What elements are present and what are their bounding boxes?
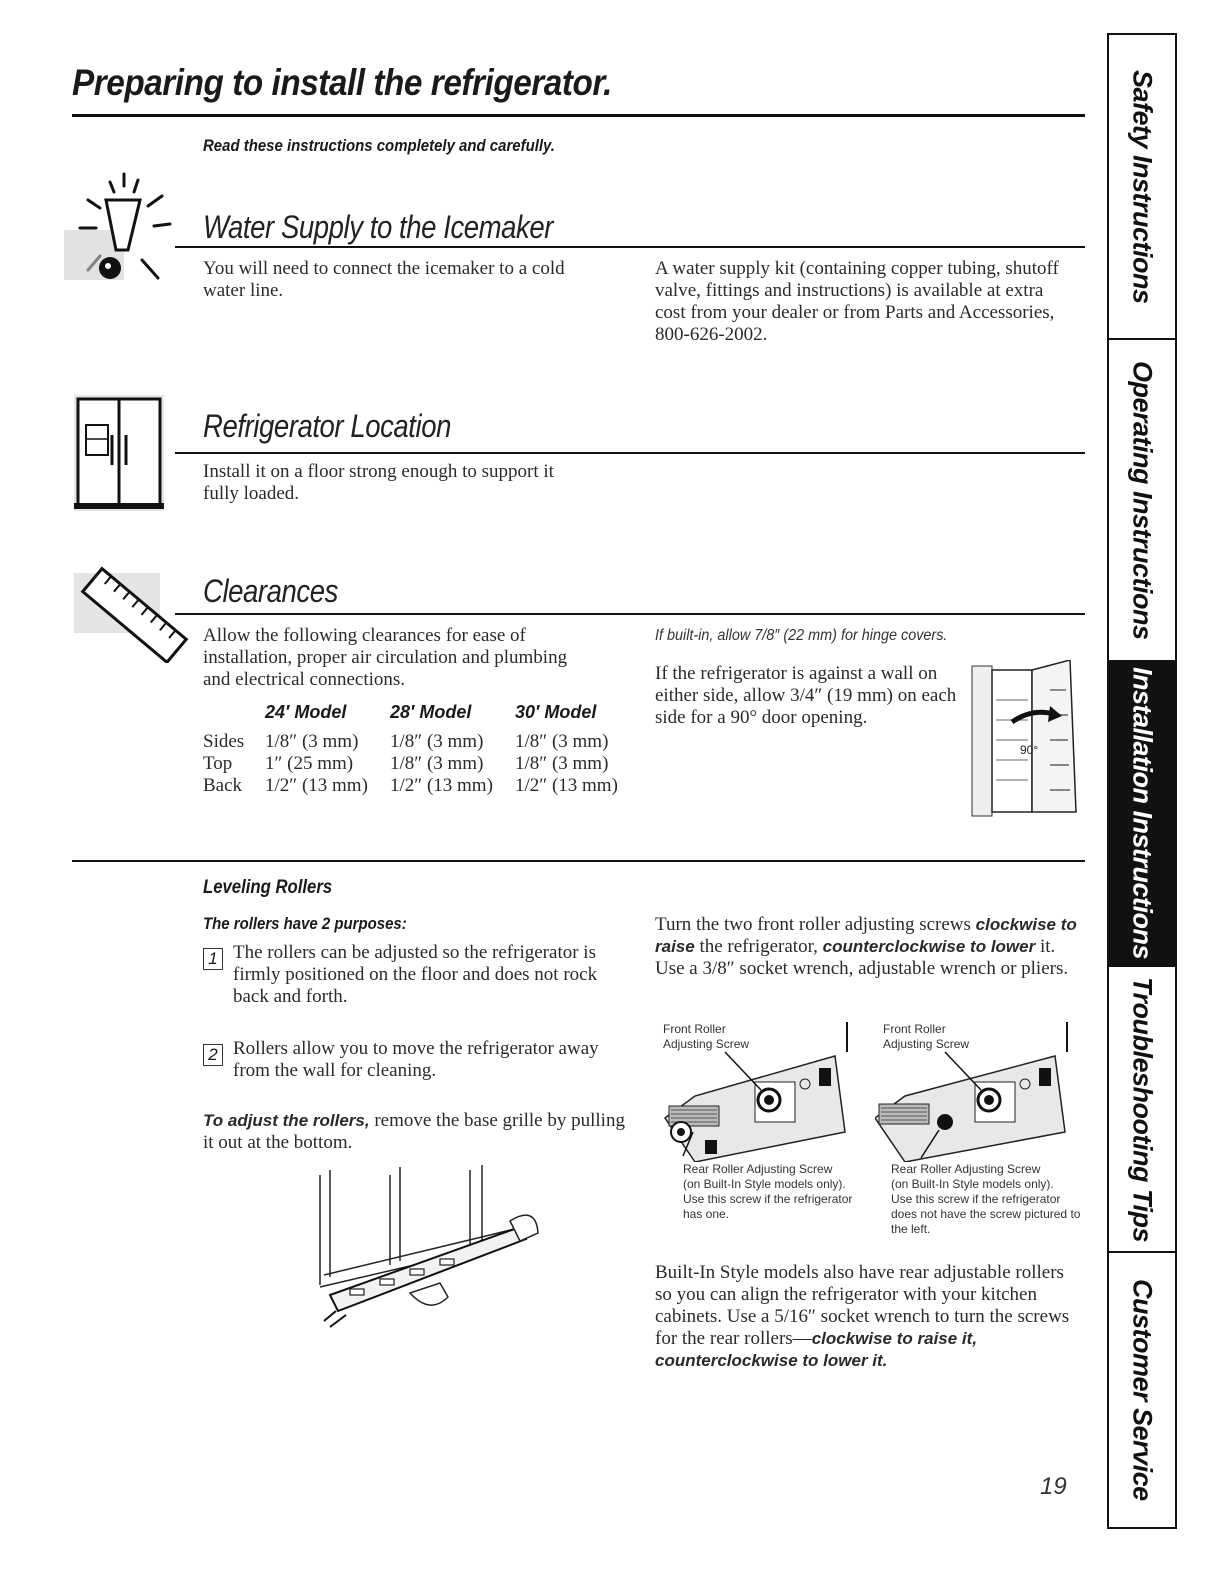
- location-title: Refrigerator Location: [203, 408, 451, 444]
- header-24-model: 24′ Model: [265, 702, 347, 722]
- table-cell: 1/8″ (3 mm): [390, 731, 484, 752]
- table-cell: 1/2″ (13 mm): [515, 775, 618, 796]
- fig2-rear-line1: Rear Roller Adjusting Screw: [891, 1162, 1041, 1176]
- water-rule: [175, 246, 1085, 248]
- table-row: [203, 753, 618, 775]
- tab-label: Customer Service: [1127, 1279, 1158, 1501]
- tab-installation-instructions[interactable]: [1109, 662, 1175, 967]
- row-label: Back: [203, 775, 243, 796]
- clearances-rule: [175, 613, 1085, 615]
- table-row: [203, 731, 618, 753]
- page-number: 19: [1040, 1473, 1067, 1500]
- row-label: Sides: [203, 731, 245, 752]
- purpose-item-2: [203, 1038, 633, 1082]
- fig1-rear-label: [683, 1162, 873, 1222]
- fig2-rear-line2: (on Built-In Style models only).: [891, 1177, 1054, 1191]
- tab-customer-service[interactable]: [1109, 1253, 1175, 1527]
- fig1-rear-line3: Use this screw if the refrigerator has one.: [683, 1192, 853, 1221]
- fig1-front-label: Front Roller Adjusting Screw: [663, 1022, 750, 1051]
- builtin-rollers-text: [655, 1262, 1075, 1372]
- turn-text-1: Turn the two front roller adjusting screws: [655, 914, 976, 935]
- title-rule: [72, 114, 1085, 117]
- clearances-table: [203, 702, 618, 797]
- location-text: Install it on a floor strong enough to support it fully loaded.: [203, 461, 554, 504]
- fig1-rear-line1: Rear Roller Adjusting Screw: [683, 1162, 833, 1176]
- tab-label: Troubleshooting Tips: [1127, 976, 1158, 1242]
- adjust-rollers-text: [203, 1110, 633, 1154]
- tab-troubleshooting-tips[interactable]: [1109, 967, 1175, 1253]
- front-roller-figure-right: [875, 1022, 1075, 1162]
- degree-label: 90°: [1020, 743, 1039, 757]
- page-title: Preparing to install the refrigerator.: [72, 62, 612, 103]
- tab-operating-instructions[interactable]: [1109, 340, 1175, 662]
- purpose-1-text: The rollers can be adjusted so the refrigerator is firmly positioned on the floor and does not rock back and forth.: [233, 942, 598, 1007]
- warning-exclamation-icon: [58, 170, 188, 290]
- table-cell: 1/8″ (3 mm): [515, 731, 609, 752]
- lead-instruction: Read these instructions completely and carefully.: [203, 136, 555, 155]
- door-opening-diagram: [970, 660, 1082, 820]
- tab-label: Installation Instructions: [1127, 667, 1158, 960]
- turn-text-3: it. Use a 3/8″ socket wrench, adjustable wrench or pliers.: [655, 936, 1069, 979]
- leveling-title: Leveling Rollers: [203, 877, 333, 898]
- header-30-model: 30′ Model: [515, 702, 597, 722]
- base-grille-illustration: [290, 1165, 550, 1330]
- fig2-rear-label: [891, 1162, 1081, 1237]
- table-cell: 1/2″ (13 mm): [390, 775, 493, 796]
- purpose-2-text: Rollers allow you to move the refrigerator away from the wall for cleaning.: [233, 1038, 599, 1081]
- adjust-rollers-bold: To adjust the rollers,: [203, 1111, 370, 1130]
- builtin-rollers-plain: Built-In Style models also have rear adjustable rollers so you can align the refrigerator with your kitchen cabinets. Use a 5/16″ socket wrench to turn the screws for the rear rollers—: [655, 1262, 1070, 1349]
- clearances-intro: Allow the following clearances for ease of installation, proper air circulation and plumbing and electrical connections.: [203, 625, 568, 690]
- fig2-rear-line3: Use this screw if the refrigerator does not have the screw pictured to the left.: [891, 1192, 1081, 1236]
- tab-label: Safety Instructions: [1127, 69, 1158, 304]
- builtin-hinge-note: If built-in, allow 7/8″ (22 mm) for hinge covers.: [655, 627, 948, 644]
- section-tabs: [1107, 33, 1177, 1529]
- adjust-rollers-rest: remove the base grille by pulling it out at the bottom.: [203, 1110, 625, 1153]
- water-left-text: You will need to connect the icemaker to a cold water line.: [203, 258, 565, 301]
- location-rule: [175, 452, 1085, 454]
- row-label: Top: [203, 753, 233, 774]
- purpose-item-1: [203, 942, 633, 1008]
- turn-screws-text: [655, 914, 1085, 980]
- header-28-model: 28′ Model: [390, 702, 472, 722]
- table-cell: 1/2″ (13 mm): [265, 775, 368, 796]
- builtin-rollers-bold: clockwise to raise it, counterclockwise to lower it.: [655, 1329, 978, 1370]
- water-supply-title: Water Supply to the Icemaker: [203, 209, 553, 245]
- table-row: [203, 775, 618, 797]
- wall-clearance-text: If the refrigerator is against a wall on either side, allow 3/4″ (19 mm) on each side for a 90° door opening.: [655, 663, 957, 728]
- tab-safety-instructions[interactable]: [1109, 35, 1175, 340]
- ruler-icon: [70, 563, 190, 663]
- turn-text-2: the refrigerator,: [694, 936, 823, 957]
- leveling-divider: [72, 860, 1085, 862]
- fig2-front-label: Front Roller Adjusting Screw: [883, 1022, 970, 1051]
- table-cell: 1/8″ (3 mm): [515, 753, 609, 774]
- number-box: 1: [203, 948, 223, 970]
- water-right-text: A water supply kit (containing copper tubing, shutoff valve, fittings and instructions) is available at extra cost from your dealer or from Parts and Accessories, 800-626-2002.: [655, 258, 1059, 345]
- table-cell: 1/8″ (3 mm): [265, 731, 359, 752]
- tab-label: Operating Instructions: [1127, 360, 1158, 640]
- front-roller-figure-left: [655, 1022, 855, 1162]
- table-cell: 1/8″ (3 mm): [390, 753, 484, 774]
- table-cell: 1″ (25 mm): [265, 753, 354, 774]
- clearances-title: Clearances: [203, 573, 338, 609]
- number-box: 2: [203, 1044, 223, 1066]
- turn-counterclockwise: counterclockwise to lower: [822, 937, 1036, 956]
- purposes-heading: The rollers have 2 purposes:: [203, 914, 407, 933]
- fig1-rear-line2: (on Built-In Style models only).: [683, 1177, 846, 1191]
- turn-clockwise: clockwise to raise: [655, 915, 1077, 956]
- refrigerator-icon: [74, 395, 166, 513]
